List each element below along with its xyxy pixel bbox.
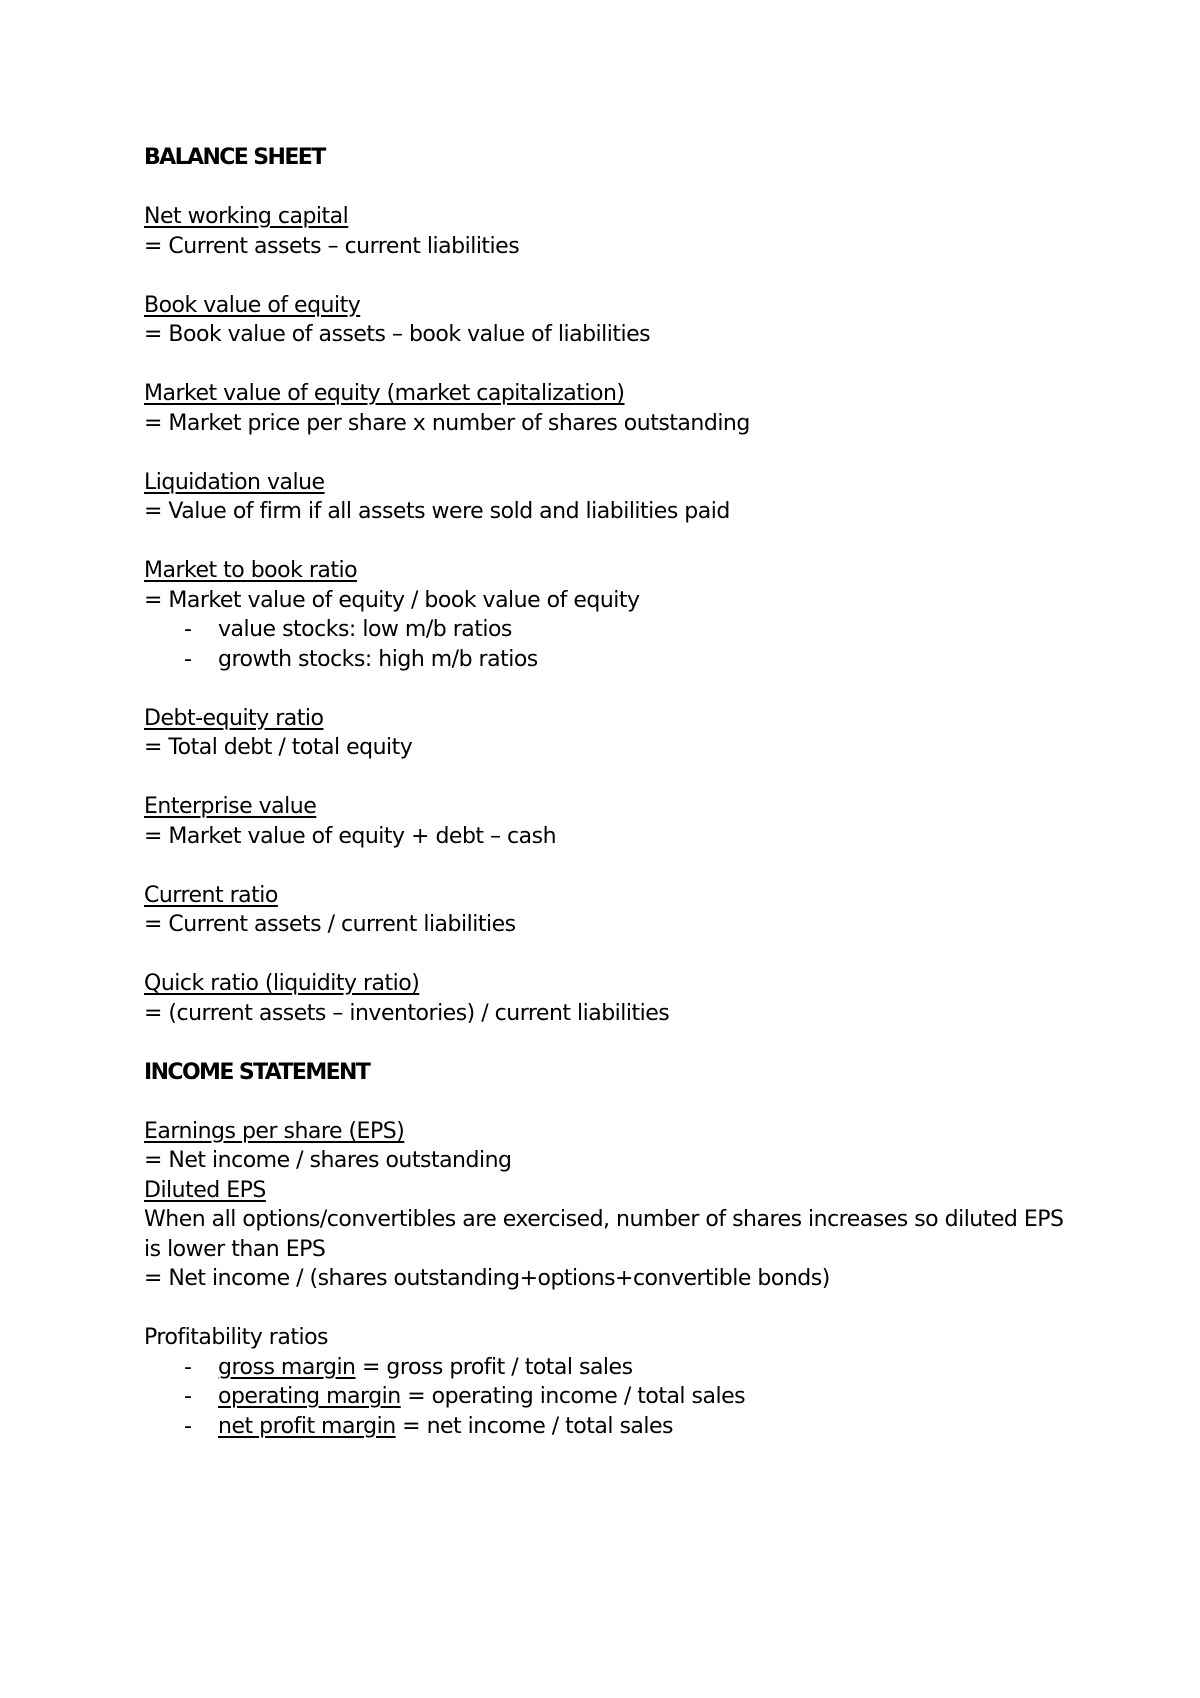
term-label: Enterprise value	[144, 794, 317, 819]
eps-block	[144, 1117, 1064, 1294]
market-to-book-ratio-block	[144, 556, 1064, 674]
formula-text: = Market value of equity / book value of equity	[144, 587, 640, 613]
market-value-of-equity-block	[144, 379, 1064, 438]
term-label: Diluted EPS	[144, 1177, 266, 1203]
bullet-dash: -	[184, 1354, 192, 1380]
term-label: gross margin	[218, 1354, 356, 1380]
enterprise-value-block	[144, 792, 1064, 851]
list-item	[144, 1382, 1064, 1412]
formula-text: = Net income / (shares outstanding+options+convertible bonds)	[144, 1266, 830, 1291]
formula-text: = Market price per share x number of shares outstanding	[144, 410, 750, 436]
term-label: Market value of equity (market capitalization)	[144, 381, 625, 406]
net-working-capital-block	[144, 202, 1064, 261]
term-label: Net working capital	[144, 204, 349, 229]
formula-text: = gross profit / total sales	[355, 1354, 633, 1380]
profitability-ratios-block	[144, 1323, 1064, 1441]
formula-text: = Market value of equity + debt – cash	[144, 823, 557, 849]
term-label: Earnings per share (EPS)	[144, 1118, 405, 1144]
current-ratio-block	[144, 881, 1064, 940]
term-label: Liquidation value	[144, 469, 325, 495]
list-item	[144, 1353, 1064, 1383]
formula-text: = Net income / shares outstanding	[144, 1148, 512, 1173]
bullet-dash: -	[184, 617, 192, 642]
formula-text: = net income / total sales	[395, 1413, 674, 1439]
formula-text: = Current assets – current liabilities	[144, 233, 520, 259]
formula-text: = operating income / total sales	[400, 1384, 746, 1409]
bullet-dash: -	[184, 646, 192, 672]
term-label: Debt-equity ratio	[144, 705, 324, 731]
list-item	[144, 615, 1064, 645]
book-value-of-equity-block	[144, 291, 1064, 350]
formula-text: = Total debt / total equity	[144, 735, 413, 760]
debt-equity-ratio-block	[144, 704, 1064, 763]
formula-text: = Value of firm if all assets were sold and liabilities paid	[144, 499, 730, 524]
term-label: Book value of equity	[144, 292, 361, 318]
term-label: Current ratio	[144, 882, 278, 908]
bullet-dash: -	[184, 1384, 192, 1409]
formula-text: = Book value of assets – book value of liabilities	[144, 322, 651, 347]
note-text: When all options/convertibles are exercised, number of shares increases so diluted EPS is lower than EPS	[144, 1207, 1064, 1262]
bullet-dash: -	[184, 1413, 192, 1439]
formula-text: = Current assets / current liabilities	[144, 912, 516, 937]
bullet-text: value stocks: low m/b ratios	[218, 617, 512, 642]
document-page	[144, 143, 1064, 1441]
term-label: operating margin	[218, 1384, 401, 1409]
list-item	[144, 645, 1064, 675]
list-item	[144, 1412, 1064, 1442]
term-label: Quick ratio (liquidity ratio)	[144, 971, 420, 996]
term-label: net profit margin	[218, 1413, 396, 1439]
liquidation-value-block	[144, 468, 1064, 527]
income-statement-heading: INCOME STATEMENT	[144, 1059, 370, 1085]
bullet-text: growth stocks: high m/b ratios	[218, 646, 538, 672]
balance-sheet-heading: BALANCE SHEET	[144, 145, 325, 170]
formula-text: = (current assets – inventories) / current liabilities	[144, 1000, 670, 1026]
profitability-title: Profitability ratios	[144, 1325, 328, 1350]
term-label: Market to book ratio	[144, 558, 358, 583]
quick-ratio-block	[144, 969, 1064, 1028]
